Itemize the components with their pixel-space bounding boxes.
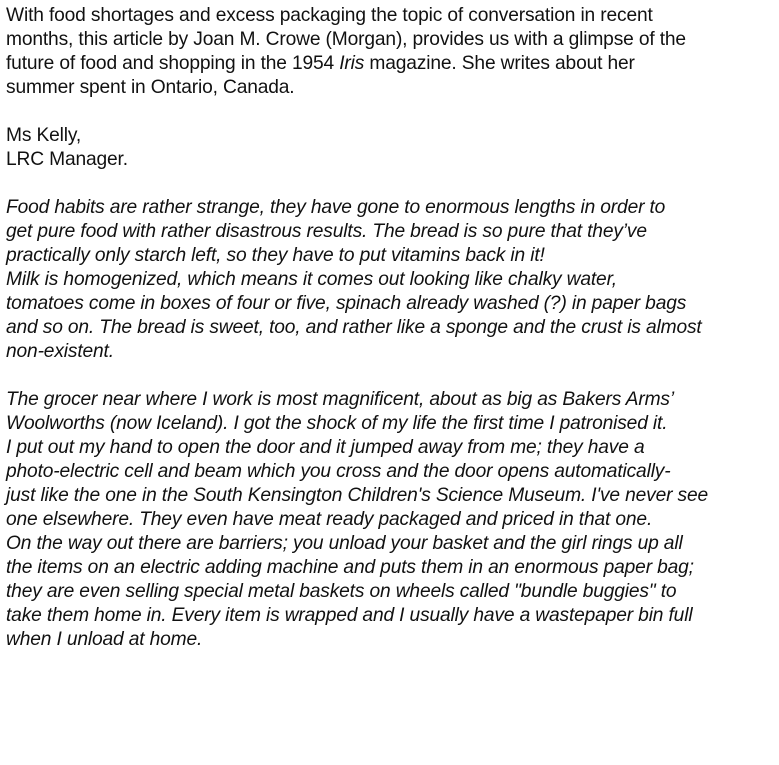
quote-line: when I unload at home. xyxy=(6,629,203,650)
intro-paragraph xyxy=(6,4,779,100)
intro-line: With food shortages and excess packaging the topic of conversation in recent xyxy=(6,5,653,26)
intro-line: months, this article by Joan M. Crowe (Morgan), provides us with a glimpse of the xyxy=(6,29,686,50)
quote-paragraph-food-habits xyxy=(6,196,779,364)
quote-line: just like the one in the South Kensington Children's Science Museum. I've never see xyxy=(6,485,709,506)
quote-line: photo-electric cell and beam which you cross and the door opens automatically- xyxy=(6,461,671,482)
quote-line: take them home in. Every item is wrapped and I usually have a wastepaper bin full xyxy=(6,605,693,626)
signature-role: LRC Manager. xyxy=(6,149,128,170)
signature-name: Ms Kelly, xyxy=(6,125,82,146)
intro-text: magazine. She writes about her xyxy=(364,53,635,74)
quote-line: Food habits are rather strange, they have gone to enormous lengths in order to xyxy=(6,197,666,218)
intro-line xyxy=(6,52,779,76)
quote-line: Woolworths (now Iceland). I got the shock of my life the first time I patronised it. xyxy=(6,413,668,434)
quote-line: On the way out there are barriers; you unload your basket and the girl rings up all xyxy=(6,533,683,554)
intro-text: future of food and shopping in the 1954 xyxy=(6,53,340,74)
signature-block xyxy=(6,124,779,172)
quote-line: the items on an electric adding machine and puts them in an enormous paper bag; xyxy=(6,557,694,578)
quote-paragraph-grocer xyxy=(6,388,779,652)
quote-line: tomatoes come in boxes of four or five, spinach already washed (?) in paper bags xyxy=(6,293,687,314)
quote-line: Milk is homogenized, which means it comes out looking like chalky water, xyxy=(6,269,617,290)
quote-line: and so on. The bread is sweet, too, and rather like a sponge and the crust is almost xyxy=(6,317,702,338)
quote-line: get pure food with rather disastrous results. The bread is so pure that they’ve xyxy=(6,221,647,242)
quote-line: one elsewhere. They even have meat ready packaged and priced in that one. xyxy=(6,509,653,530)
quote-line: they are even selling special metal baskets on wheels called "bundle buggies" to xyxy=(6,581,677,602)
quote-line: non-existent. xyxy=(6,341,114,362)
quote-line: I put out my hand to open the door and it jumped away from me; they have a xyxy=(6,437,645,458)
magazine-title: Iris xyxy=(339,53,365,74)
intro-line: summer spent in Ontario, Canada. xyxy=(6,77,295,98)
quote-line: The grocer near where I work is most magnificent, about as big as Bakers Arms’ xyxy=(6,389,674,410)
quote-line: practically only starch left, so they have to put vitamins back in it! xyxy=(6,245,545,266)
